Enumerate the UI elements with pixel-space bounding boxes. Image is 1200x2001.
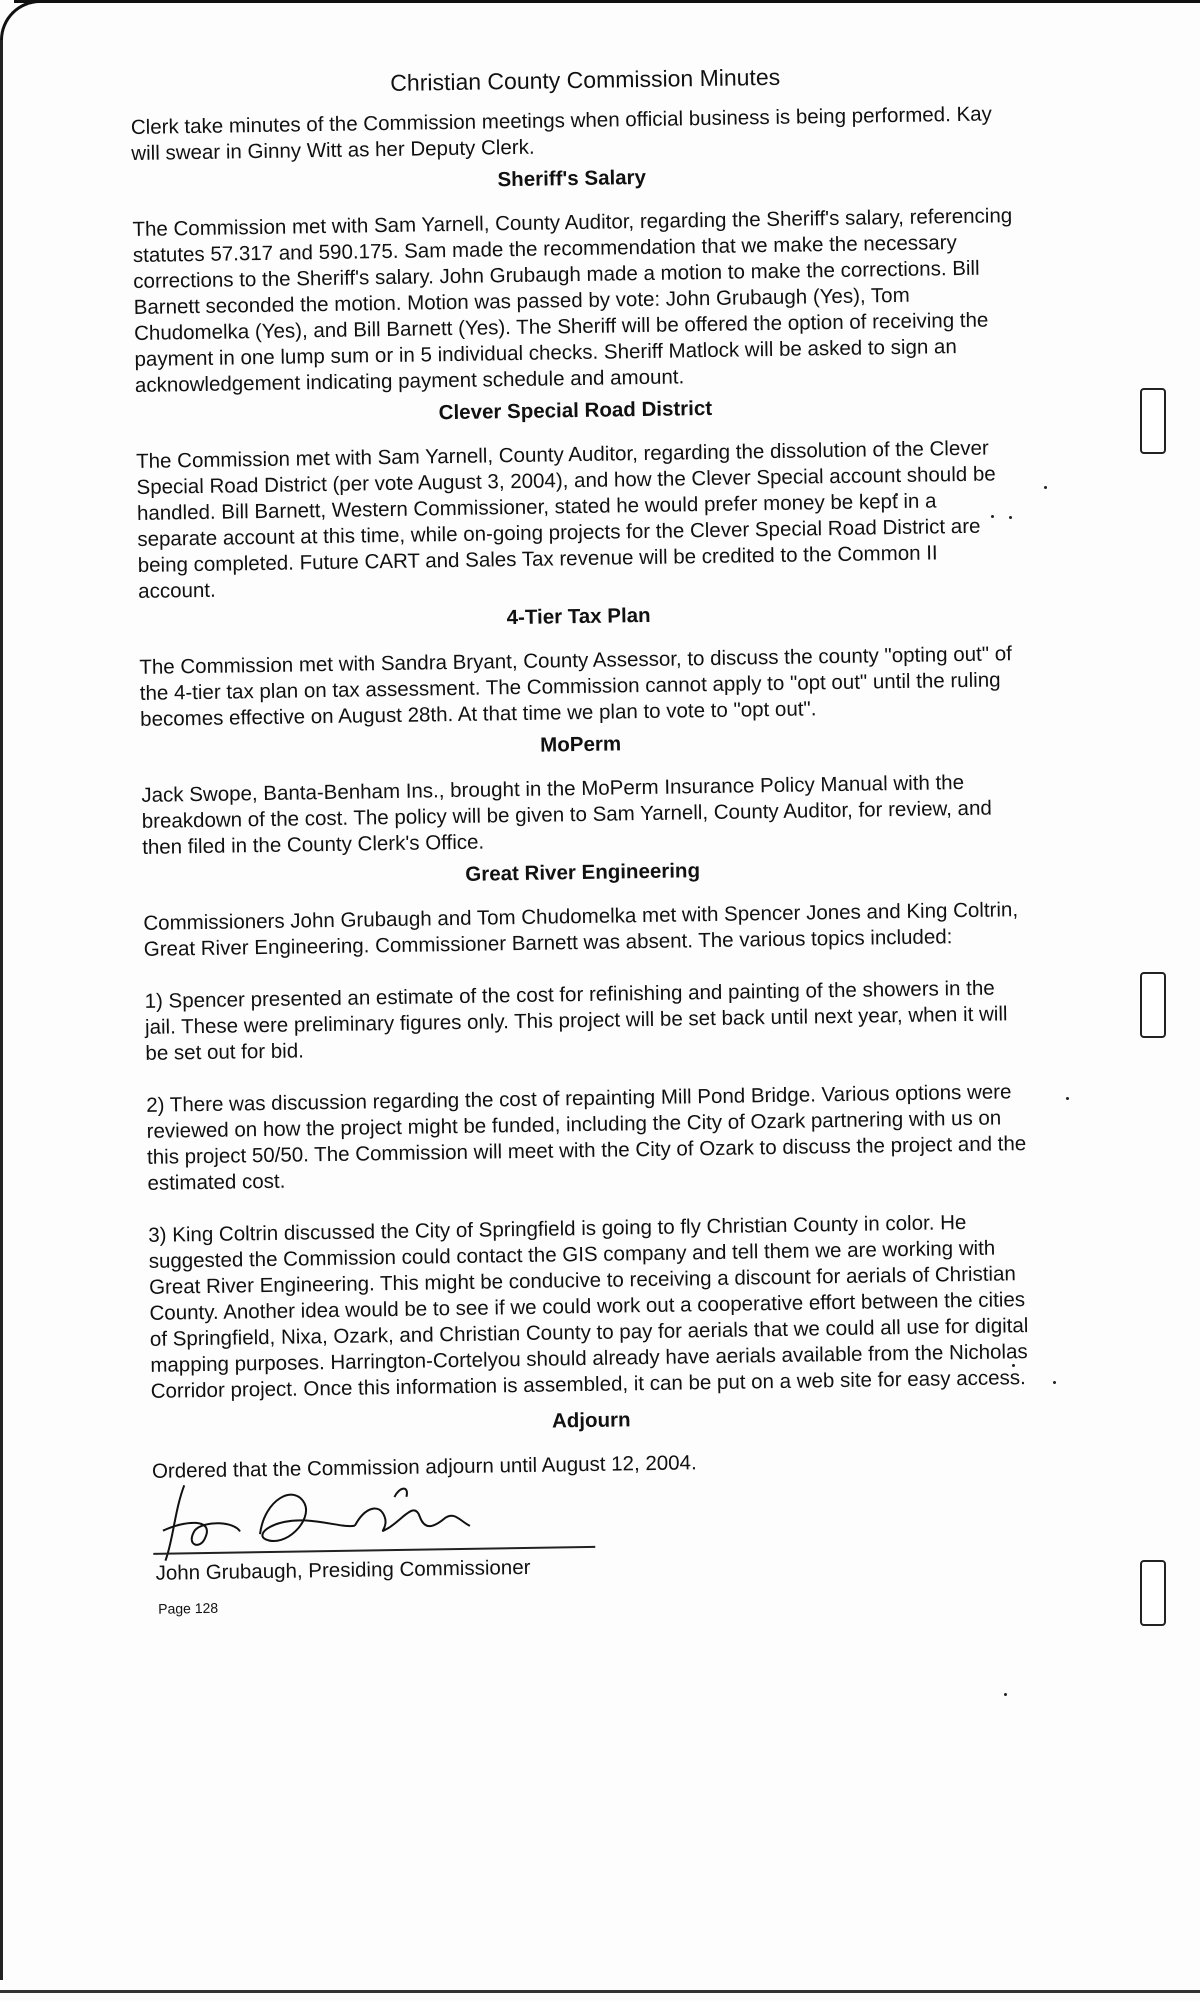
adjourn-paragraph: Ordered that the Commission adjourn until August 12, 2004. [151,1451,697,1483]
section-paragraph: Jack Swope, Banta-Benham Ins., brought in the MoPerm Insurance Policy Manual with the breakdown of the cost. The policy will be given to Sam Yarnell, County Auditor, for review, and then filed in the County Clerk's Office. [141,770,992,859]
document-title: Christian County Commission Minutes [390,63,781,96]
section-heading-tax-plan: 4-Tier Tax Plan [506,603,651,630]
section-heading-clever-road-district: Clever Special Road District [438,396,713,425]
page-corner-edge [0,0,43,53]
scan-speck [1004,1693,1007,1696]
section-paragraph: The Commission met with Sam Yarnell, County Auditor, regarding the Sheriff's salary, referencing statutes 57.317 and 590.175. Sam made the recommendation that we make the necessary corrections to the Sheriff's salary. John Grubaugh made a motion to make the corrections. Bill Barnett seconded the motion. Motion was passed by vote: John Grubaugh (Yes), Tom Chudomelka (Yes), and Bill Barnett (Yes). The Sheriff will be offered the option of receiving the payment in one lump sum or in 5 individual checks. Sheriff Matlock will be asked to sign an acknowledgement indicating payment schedule and amount. [132,204,1013,397]
list-item: 2) There was discussion regarding the cost of repainting Mill Pond Bridge. Various options were reviewed on how the project might be funded, including the City of Ozark partnering with us on this project 50/50. The Commission will meet with the City of Ozark to discuss the project and the estimated cost. [146,1080,1027,1195]
binder-hole-middle [1140,972,1166,1038]
minutes-document [130,56,1034,1617]
intro-paragraph: Clerk take minutes of the Commission meetings when official business is being performed. Kay will swear in Ginny Witt as her Deputy Clerk. [130,102,993,165]
scan-speck [1044,486,1047,489]
signature-block [152,1477,1034,1617]
list-item: 1) Spencer presented an estimate of the cost for refinishing and painting of the showers in the jail. These were preliminary figures only. This project will be set back until next year, when it will be set out for bid. [144,976,1008,1065]
signatory-name: John Grubaugh, Presiding Commissioner [155,1555,531,1585]
page-left-edge [0,40,3,1980]
page-top-edge [14,0,1200,7]
binder-hole-top [1140,388,1166,454]
section-heading-sheriffs-salary: Sheriff's Salary [497,165,647,192]
section-heading-moperm: MoPerm [540,732,622,757]
section-heading-adjourn: Adjourn [551,1408,631,1433]
page-bottom-edge [0,1990,1200,1993]
section-paragraph: Commissioners John Grubaugh and Tom Chudomelka met with Spencer Jones and King Coltrin, Great River Engineering. Commissioner Barnett was absent. The various topics included: [143,898,1019,961]
section-paragraph: The Commission met with Sandra Bryant, County Assessor, to discuss the county "opting out" of the 4-tier tax plan on tax assessment. The Commission cannot apply to "opt out" until the ruling becomes effective on August 28th. At that time we plan to vote to "opt out". [139,642,1013,731]
list-item: 3) King Coltrin discussed the City of Springfield is going to fly Christian County in color. He suggested the Commission could contact the GIS company and tell them we are working with Great River Engineering. This might be conducive to receiving a discount for aerials of Christian County. Another idea would be to see if we could work out a cooperative effort between the cities of Springfield, Nixa, Ozark, and Christian County to pay for aerials that we could all use for digital mapping purposes. Harrington-Cortelyou should already have aerials available from the Nicholas Corridor project. Once this information is assembled, it can be put on a web site for easy access. [148,1211,1029,1403]
section-paragraph: The Commission met with Sam Yarnell, County Auditor, regarding the dissolution of the Clever Special Road District (per vote August 3, 2004), and how the Clever Special account should be handled. Bill Barnett, Western Commissioner, stated he would prefer money be kept in a separate account at this time, while on-going projects for the Clever Special Road District are being completed. Future CART and Sales Tax revenue will be credited to the Common II account. [135,436,996,603]
binder-hole-bottom [1140,1560,1166,1626]
page-number: Page 128 [158,1599,219,1617]
scan-speck [1066,1097,1069,1100]
scan-speck [1053,1381,1056,1384]
section-heading-great-river: Great River Engineering [465,859,701,886]
